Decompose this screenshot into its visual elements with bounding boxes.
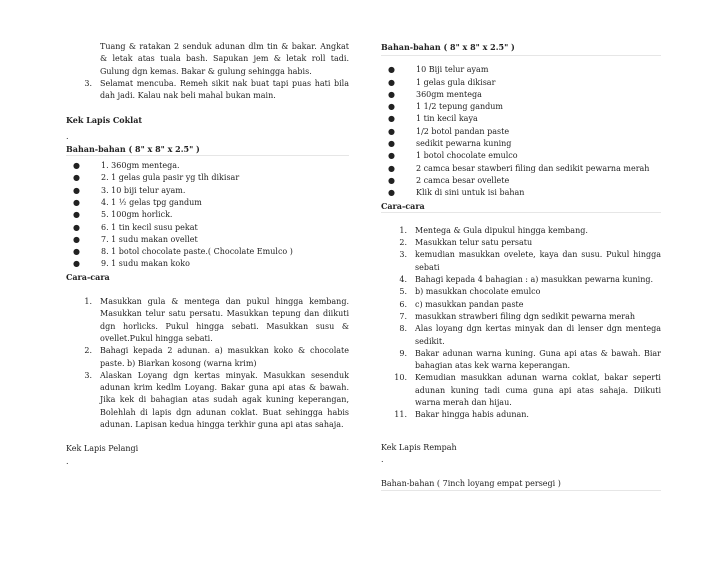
bullet-icon: ● bbox=[73, 247, 80, 257]
ingredient-text: 9. 1 sudu makan koko bbox=[101, 259, 190, 269]
ingredient-item bbox=[381, 113, 661, 125]
ingredient-text: 360gm mentega bbox=[416, 89, 482, 99]
step-number: 1. bbox=[399, 225, 407, 235]
list-item bbox=[381, 323, 661, 348]
bullet-icon: ● bbox=[73, 210, 80, 220]
step-number: 8. bbox=[399, 324, 407, 334]
ingredient-item bbox=[381, 150, 661, 162]
list-item bbox=[381, 274, 661, 286]
step-text: Alaskan Loyang dgn kertas minyak. Masukkan sesenduk adunan krim kedlm Loyang. Bakar guna api atas & bawah. Jika kek di bahagian atas sudah agak kuning keperangan, Bolehlah di lapis dgn adunan coklat. Buat sehingga habis adunan. Lapisan kedua hingga terkhir guna api atas sahaja. bbox=[100, 370, 349, 430]
step-number: 9. bbox=[399, 348, 407, 358]
bullet-icon: ● bbox=[73, 234, 80, 244]
step-number: 7. bbox=[399, 311, 407, 321]
ingredient-item bbox=[381, 89, 661, 101]
ingredient-text: 1/2 botol pandan paste bbox=[416, 126, 510, 136]
list-item bbox=[66, 296, 349, 345]
ingredient-item bbox=[381, 101, 661, 113]
right-column bbox=[381, 41, 661, 491]
step-text: b) masukkan chocolate emulco bbox=[415, 287, 541, 297]
step-text: Alas loyang dgn kertas minyak dan di lenser dgn mentega sedikit. bbox=[415, 324, 661, 346]
continuation-text: Tuang & ratakan 2 senduk adunan dlm tin & bakar. Angkat & letak atas tuala bash. Sapukan jem & letak roll tadi. Gulung dgn kemas. Bakar & gulung sehingga habis. bbox=[100, 42, 349, 76]
step-number: 2. bbox=[399, 238, 407, 248]
step-text: Bahagi kepada 4 bahagian : a) masukkan pewarna kuning. bbox=[415, 275, 654, 285]
ingredient-item bbox=[66, 172, 349, 184]
bullet-icon: ● bbox=[388, 163, 395, 173]
step-number: 1. bbox=[84, 297, 92, 307]
section-dot: . bbox=[381, 454, 384, 464]
list-item bbox=[66, 78, 349, 103]
section-dot: . bbox=[66, 131, 69, 141]
ingredient-text: 1 gelas gula dikisar bbox=[416, 77, 496, 87]
ingredient-text: 1 tin kecil kaya bbox=[416, 114, 478, 124]
ingredient-item bbox=[66, 234, 349, 246]
ingredient-item bbox=[66, 209, 349, 221]
bullet-icon: ● bbox=[73, 222, 80, 232]
section-dot: . bbox=[66, 456, 69, 466]
ingredient-item bbox=[66, 258, 349, 270]
ingredient-list-left bbox=[66, 160, 349, 271]
recipe-title-lapis-rempah: Kek Lapis Rempah bbox=[381, 442, 457, 452]
step-number: 4. bbox=[399, 275, 407, 285]
ingredient-item bbox=[381, 163, 661, 175]
ingredient-item bbox=[381, 64, 661, 76]
continued-steps bbox=[66, 78, 349, 103]
bahan-heading-left: Bahan-bahan ( 8" x 8" x 2.5" ) bbox=[66, 143, 349, 156]
step-text: kemudian masukkan ovelete, kaya dan susu. Pukul hingga sebati bbox=[415, 250, 661, 272]
ingredient-item bbox=[381, 126, 661, 138]
ingredient-text: 1. 360gm mentega. bbox=[101, 161, 180, 171]
list-item bbox=[66, 345, 349, 370]
ingredient-text: 4. 1 ½ gelas tpg gandum bbox=[101, 197, 202, 207]
step-text: Selamat mencuba. Remeh sikit nak buat tapi puas hati bila dah jadi. Kalau nak beli mahal bukan main. bbox=[100, 78, 349, 101]
step-text: Mentega & Gula dipukul hingga kembang. bbox=[415, 225, 588, 235]
step-number: 2. bbox=[84, 346, 92, 356]
ingredient-item bbox=[66, 185, 349, 197]
list-item bbox=[381, 372, 661, 409]
ingredient-item bbox=[381, 77, 661, 89]
step-text: c) masukkan pandan paste bbox=[415, 299, 524, 309]
ingredient-text: 7. 1 sudu makan ovellet bbox=[101, 234, 198, 244]
step-text: Masukkan telur satu persatu bbox=[415, 238, 533, 248]
list-item bbox=[381, 311, 661, 323]
list-item bbox=[381, 409, 661, 421]
method-list-left bbox=[66, 296, 349, 431]
ingredient-text: 2. 1 gelas gula pasir yg tlh dikisar bbox=[101, 173, 240, 183]
recipe-title-lapis-coklat: Kek Lapis Coklat bbox=[66, 115, 143, 126]
ingredient-item bbox=[66, 160, 349, 172]
step-text: masukkan strawberi filing dgn sedikit pewarna merah bbox=[415, 311, 636, 321]
step-number: 5. bbox=[399, 287, 407, 297]
ingredient-text: 3. 10 biji telur ayam. bbox=[101, 185, 186, 195]
step-number: 3. bbox=[84, 78, 92, 88]
ingredient-list-right bbox=[381, 64, 661, 199]
step-text: Masukkan gula & mentega dan pukul hingga kembang. Masukkan telur satu persatu. Masukkan tepung dan diikuti dgn horlicks. Pukul hingga sebati. Masukkan susu & ovellet.Pukul hingga sebati. bbox=[100, 297, 349, 343]
ingredient-item bbox=[381, 138, 661, 150]
step-number: 3. bbox=[399, 250, 407, 260]
step-text: Kemudian masukkan adunan warna coklat, bakar seperti adunan kuning tadi cuma guna api atas sahaja. Diikuti warna merah dan hijau. bbox=[415, 373, 661, 408]
ingredient-text: sedikit pewarna kuning bbox=[416, 139, 512, 149]
step-number: 6. bbox=[399, 299, 407, 309]
bullet-icon: ● bbox=[388, 126, 395, 136]
ingredient-text: Klik di sini untuk isi bahan bbox=[416, 188, 525, 198]
bahan-heading-right: Bahan-bahan ( 8" x 8" x 2.5" ) bbox=[381, 41, 661, 56]
list-item bbox=[381, 286, 661, 298]
ingredient-text: 1 1/2 tepung gandum bbox=[416, 102, 503, 112]
cara-heading-left: Cara-cara bbox=[66, 271, 110, 282]
bullet-icon: ● bbox=[388, 188, 395, 198]
step-number: 11. bbox=[394, 410, 407, 420]
list-item bbox=[381, 348, 661, 373]
ingredient-text: 2 camca besar stawberi filing dan sedikit pewarna merah bbox=[416, 163, 650, 173]
list-item bbox=[66, 370, 349, 431]
bullet-icon: ● bbox=[73, 259, 80, 269]
list-item bbox=[381, 225, 661, 237]
list-item bbox=[381, 249, 661, 274]
bullet-icon: ● bbox=[73, 161, 80, 171]
list-item bbox=[381, 237, 661, 249]
ingredient-item bbox=[66, 222, 349, 234]
ingredient-item bbox=[66, 197, 349, 209]
rempah-bahan-heading: Bahan-bahan ( 7inch loyang empat persegi ) bbox=[381, 478, 661, 491]
bullet-icon: ● bbox=[388, 77, 395, 87]
ingredient-text: 10 Biji telur ayam bbox=[416, 65, 489, 75]
bullet-icon: ● bbox=[388, 65, 395, 75]
step-text: Bakar hingga habis adunan. bbox=[415, 410, 529, 420]
bullet-icon: ● bbox=[388, 89, 395, 99]
recipe-title-lapis-pelangi: Kek Lapis Pelangi bbox=[66, 444, 139, 454]
ingredient-text: 2 camca besar ovellete bbox=[416, 175, 510, 185]
bullet-icon: ● bbox=[73, 185, 80, 195]
bullet-icon: ● bbox=[388, 139, 395, 149]
ingredient-text: 5. 100gm horlick. bbox=[101, 210, 173, 220]
cara-heading-right: Cara-cara bbox=[381, 200, 661, 213]
ingredient-item bbox=[66, 246, 349, 258]
bullet-icon: ● bbox=[73, 173, 80, 183]
bullet-icon: ● bbox=[388, 102, 395, 112]
ingredient-text: 1 botol chocolate emulco bbox=[416, 151, 518, 161]
method-list-right bbox=[381, 225, 661, 422]
left-column bbox=[66, 41, 349, 468]
bullet-icon: ● bbox=[388, 175, 395, 185]
step-number: 3. bbox=[84, 370, 92, 380]
step-number: 10. bbox=[394, 373, 407, 383]
ingredient-item bbox=[381, 175, 661, 187]
bullet-icon: ● bbox=[388, 151, 395, 161]
bullet-icon: ● bbox=[388, 114, 395, 124]
ingredient-text: 8. 1 botol chocolate paste.( Chocolate Emulco ) bbox=[101, 247, 293, 257]
ingredient-item bbox=[381, 187, 661, 199]
step-text: Bahagi kepada 2 adunan. a) masukkan koko & chocolate paste. b) Biarkan kosong (warna krim) bbox=[100, 346, 349, 368]
ingredient-text: 6. 1 tin kecil susu pekat bbox=[101, 222, 198, 232]
list-item bbox=[381, 299, 661, 311]
step-text: Bakar adunan warna kuning. Guna api atas & bawah. Biar bahagian atas kek warna keperangan. bbox=[415, 348, 661, 371]
bullet-icon: ● bbox=[73, 197, 80, 207]
